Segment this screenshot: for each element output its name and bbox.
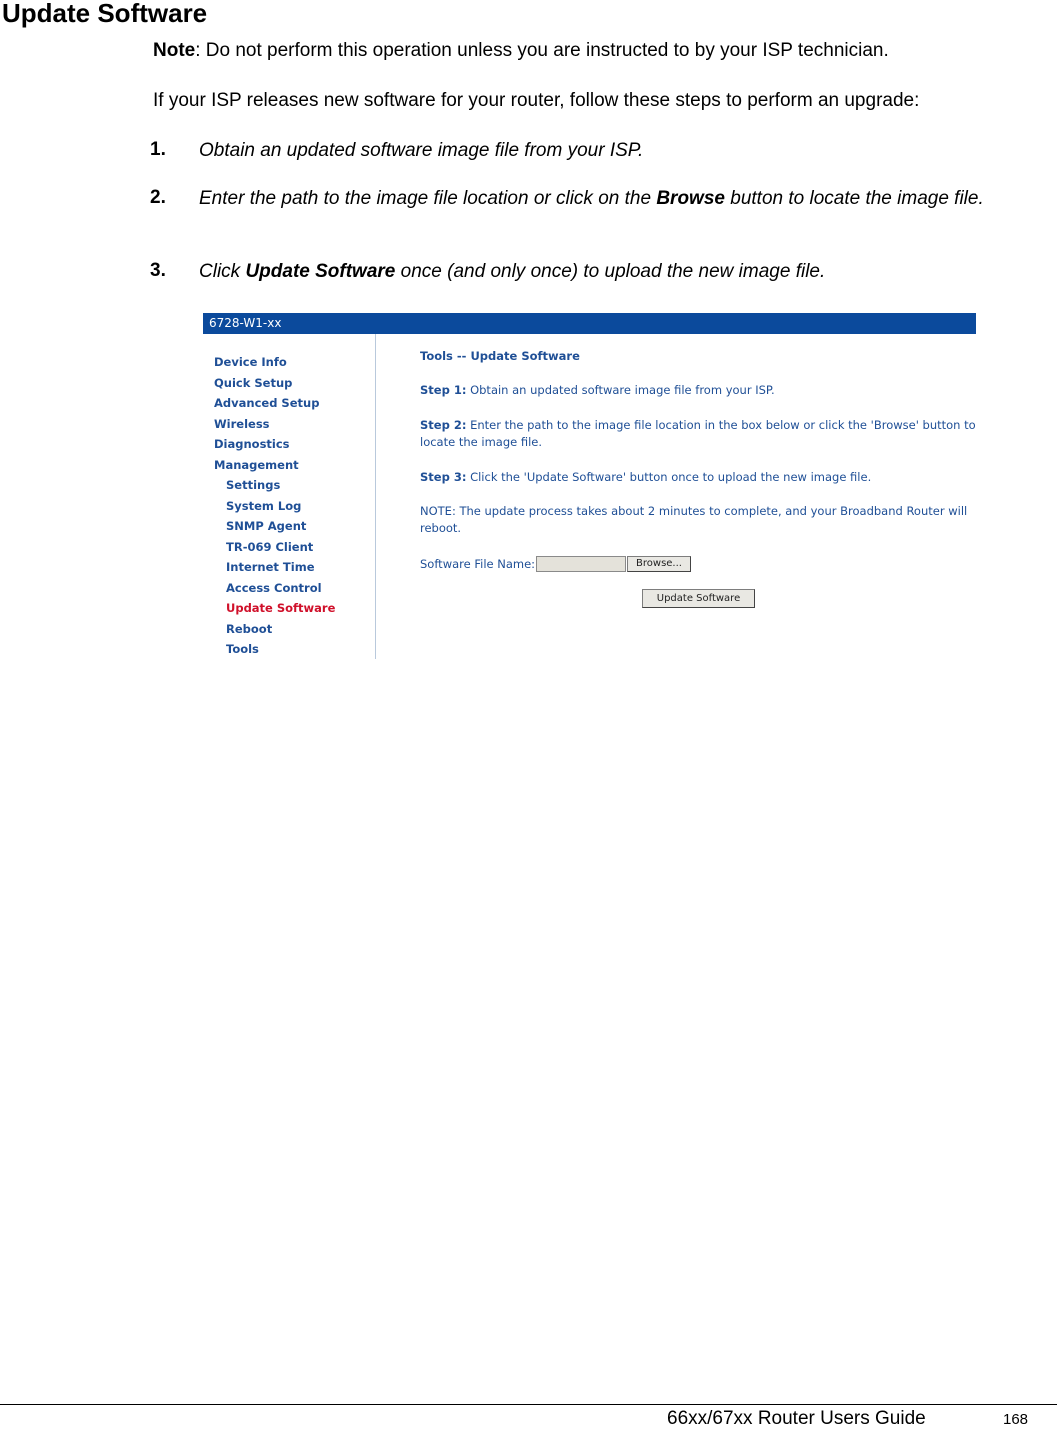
step-number: 1. <box>150 139 166 160</box>
step-text: Click the 'Update Software' button once to upload the new image file. <box>466 470 872 484</box>
note-paragraph <box>153 40 889 62</box>
step-text-part: button to locate the image file. <box>724 188 984 209</box>
sidebar-item-snmp-agent[interactable]: SNMP Agent <box>226 519 307 533</box>
sidebar-item-tools[interactable]: Tools <box>226 642 259 656</box>
step-number: 3. <box>150 260 166 281</box>
sidebar-item-wireless[interactable]: Wireless <box>214 417 270 431</box>
step-text <box>199 187 1029 211</box>
sidebar-item-diagnostics[interactable]: Diagnostics <box>214 437 290 451</box>
step-text <box>199 260 1029 284</box>
footer-guide-title: 66xx/67xx Router Users Guide <box>667 1408 926 1429</box>
step-text: Obtain an updated software image file from your ISP. <box>199 140 644 161</box>
content-note-cont: reboot. <box>420 521 462 535</box>
step-text-part: once (and only once) to upload the new image file. <box>395 261 826 282</box>
content-note: NOTE: The update process takes about 2 minutes to complete, and your Broadband Router will <box>420 504 968 518</box>
sidebar-item-access-control[interactable]: Access Control <box>226 581 322 595</box>
step-number: 2. <box>150 187 166 208</box>
device-title-bar: 6728-W1-xx <box>203 313 976 334</box>
step-text: Enter the path to the image file location in the box below or click the 'Browse' button to <box>466 418 976 432</box>
step-bold-term: Browse <box>656 188 725 209</box>
sidebar-item-device-info[interactable]: Device Info <box>214 355 287 369</box>
sidebar-item-reboot[interactable]: Reboot <box>226 622 273 636</box>
step-label: Step 2: <box>420 418 467 432</box>
page-title: Update Software <box>2 0 208 28</box>
heading-prefix: Tools -- <box>420 349 471 363</box>
sidebar-item-settings[interactable]: Settings <box>226 478 281 492</box>
content-step-1 <box>420 383 775 397</box>
step-label: Step 3: <box>420 470 467 484</box>
router-screenshot <box>203 313 976 661</box>
update-software-button[interactable]: Update Software <box>642 589 755 608</box>
sidebar-item-management[interactable]: Management <box>214 458 299 472</box>
sidebar-item-update-software[interactable]: Update Software <box>226 601 336 615</box>
file-name-label: Software File Name: <box>420 557 536 571</box>
content-step-3 <box>420 470 871 484</box>
footer-divider <box>0 1404 1057 1405</box>
step-text-part: Click <box>199 261 246 282</box>
step-text: Obtain an updated software image file from your ISP. <box>466 383 775 397</box>
sidebar-item-system-log[interactable]: System Log <box>226 499 302 513</box>
browse-button[interactable]: Browse... <box>627 556 691 572</box>
note-label: Note <box>153 40 196 61</box>
step-label: Step 1: <box>420 383 467 397</box>
file-name-input[interactable] <box>536 556 626 572</box>
content-step-2-cont: locate the image file. <box>420 435 543 449</box>
sidebar-item-internet-time[interactable]: Internet Time <box>226 560 315 574</box>
step-bold-term: Update Software <box>245 261 396 282</box>
content-heading <box>420 349 580 363</box>
sidebar-item-quick-setup[interactable]: Quick Setup <box>214 376 293 390</box>
heading-text: Update Software <box>470 349 580 363</box>
page-number: 168 <box>1003 1411 1029 1428</box>
intro-paragraph: If your ISP releases new software for your router, follow these steps to perform an upgrade: <box>153 90 920 111</box>
content-step-2 <box>420 418 976 432</box>
step-text-part: Enter the path to the image file location or click on the <box>199 188 657 209</box>
sidebar-item-tr069-client[interactable]: TR-069 Client <box>226 540 314 554</box>
sidebar-item-advanced-setup[interactable]: Advanced Setup <box>214 396 320 410</box>
note-text: : Do not perform this operation unless you are instructed to by your ISP technician. <box>195 40 889 61</box>
